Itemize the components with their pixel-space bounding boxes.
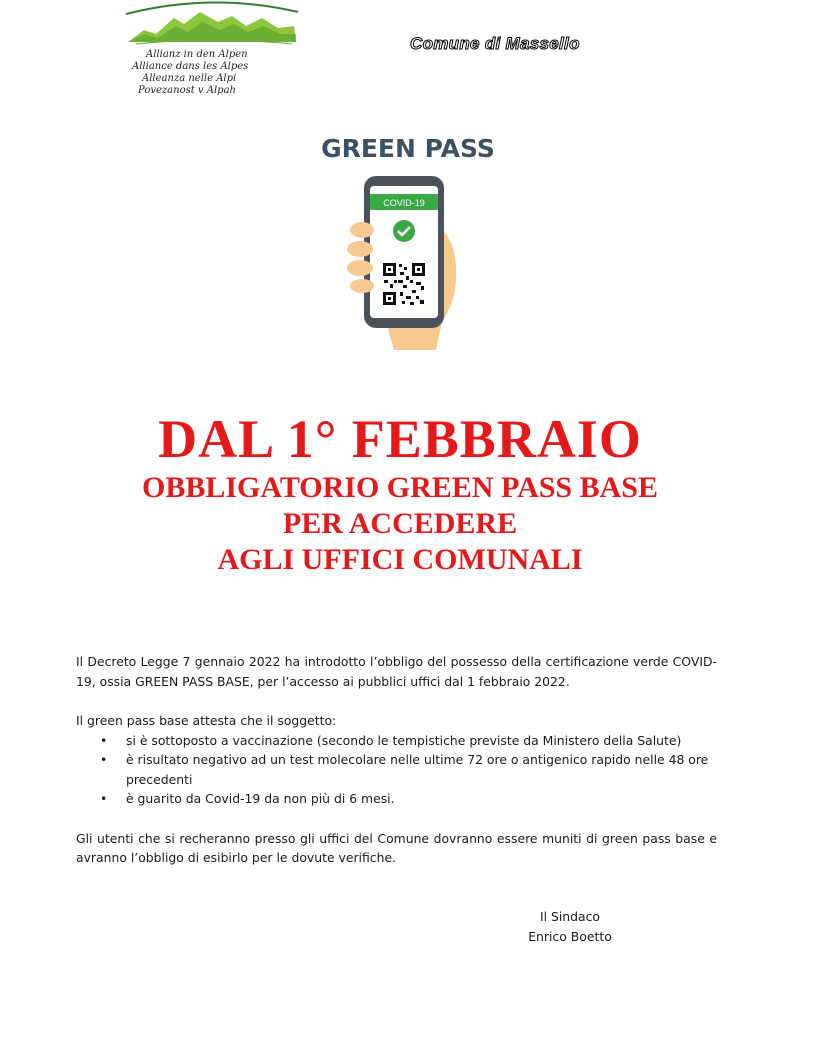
headline-date: DAL 1° FEBBRAIO (158, 409, 642, 469)
list-item: • è risultato negativo ad un test molecolare nelle ultime 72 ore o antigenico rapido nelle 48 ore precedenti (76, 750, 717, 789)
logo-line-de: Allianz in den Alpen (146, 49, 248, 60)
list-item: • è guarito da Covid-19 da non più di 6 mesi. (76, 789, 717, 809)
signature-role: Il Sindaco (539, 909, 601, 924)
mountain-logo-icon (122, 0, 302, 48)
body-text (76, 652, 717, 868)
logo-line-sl: Povezanost v Alpah (138, 85, 236, 96)
list-item: • si è sottoposto a vaccinazione (secondo le tempistiche previste da Ministero della Salute) (76, 731, 717, 751)
page-title: GREEN PASS (321, 134, 495, 163)
logo-line-it: Alleanza nelle Alpi (142, 73, 237, 84)
signature-name: Enrico Boetto (528, 929, 612, 944)
alliance-logo (118, 0, 308, 100)
green-pass-phone-icon (346, 172, 466, 352)
paragraph-attests: Il green pass base attesta che il soggetto: (76, 713, 337, 728)
headline-line-4: AGLI UFFICI COMUNALI (217, 543, 583, 576)
logo-line-fr: Alliance dans les Alpes (132, 61, 249, 72)
headline-line-2: OBBLIGATORIO GREEN PASS BASE (142, 471, 658, 504)
conditions-list (76, 731, 717, 809)
screen-label: COVID-19 (383, 198, 425, 208)
signature (520, 907, 620, 947)
check-icon (393, 220, 415, 242)
paragraph-users: Gli utenti che si recheranno presso gli uffici del Comune dovranno essere muniti di green pass base e avranno l’obbligo di esibirlo per le dovute verifiche. (76, 830, 717, 865)
qr-code-icon (382, 262, 426, 306)
headline-line-3: PER ACCEDERE (282, 507, 518, 540)
headline (0, 408, 800, 578)
paragraph-decree: Il Decreto Legge 7 gennaio 2022 ha introdotto l’obbligo del possesso della certificazione verde COVID-19, ossia GREEN PASS BASE, per l’accesso ai pubblici uffici dal 1 febbraio 2022. (76, 654, 717, 689)
comune-name: Comune di Massello (410, 34, 580, 53)
